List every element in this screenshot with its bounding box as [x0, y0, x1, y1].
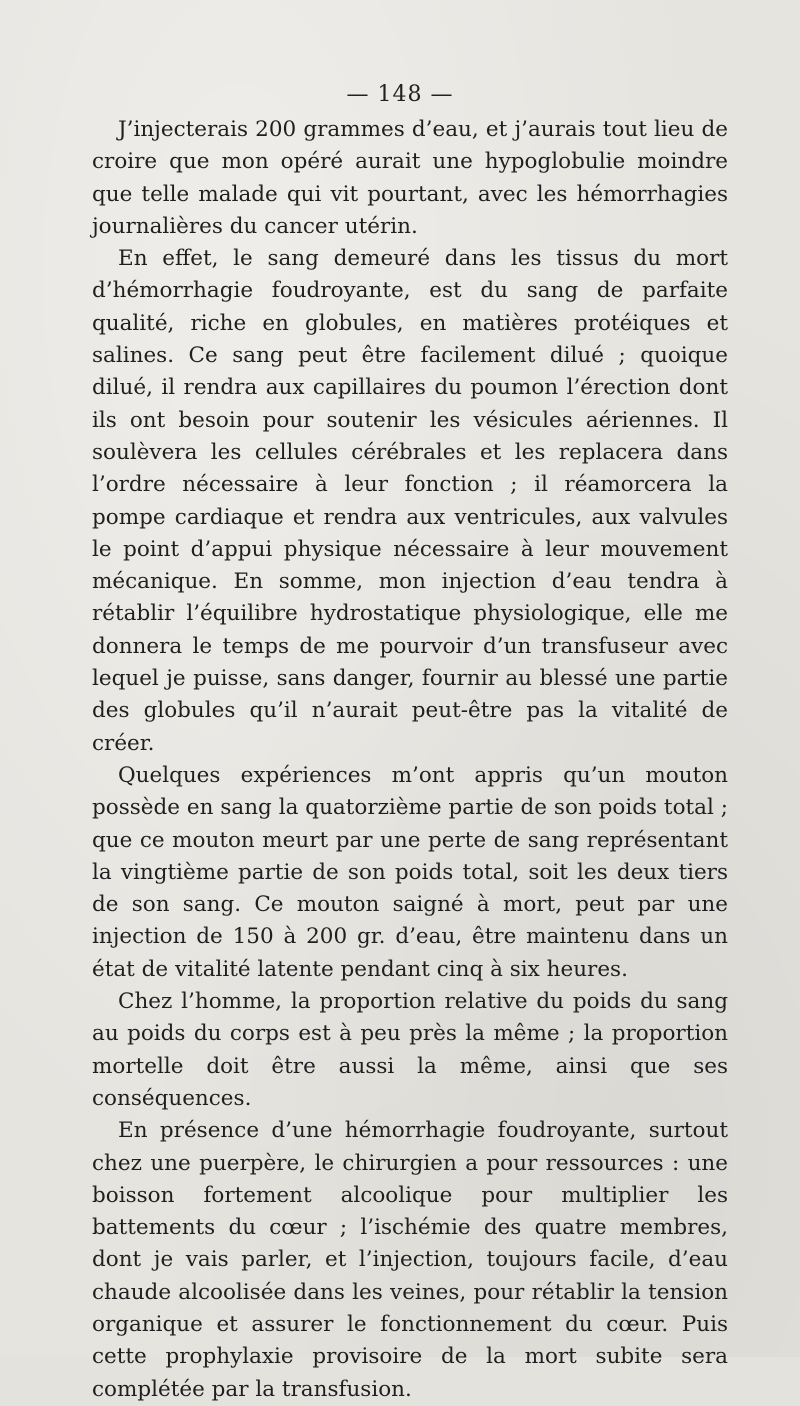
paragraph-2: En effet, le sang demeuré dans les tissus du mort d’hémorrhagie foudroyante, est du sang de parfaite qualité, riche en globules, en matières protéiques et salines. Ce sang peut être facilement dilué ; quoique dilué, il rendra aux capillaires du poumon l’érection dont ils ont besoin pour soutenir les vésicules aériennes. Il soulèvera les cellules cérébrales et les replacera dans l’ordre nécessaire à leur fonction ; il réamorcera la pompe cardiaque et rendra aux ventricules, aux valvules le point d’appui physique nécessaire à leur mouvement mécanique. En somme, mon injection d’eau tendra à rétablir l’équilibre hydrostatique physiologique, elle me donnera le temps de me pourvoir d’un transfuseur avec lequel je puisse, sans danger, fournir au blessé une partie des globules qu’il n’aurait peut-être pas la vitalité de créer. [92, 246, 728, 756]
paragraph-5: En présence d’une hémorrhagie foudroyante, surtout chez une puerpère, le chirurgien a pour ressources : une boisson fortement alcoolique pour multiplier les battements du cœur ; l’ischémie des quatre membres, dont je vais parler, et l’injection, toujours facile, d’eau chaude alcoolisée dans les veines, pour rétablir la tension organique et assurer le fonctionnement du cœur. Puis cette prophylaxie provisoire de la mort subite sera complétée par la transfusion. [92, 1118, 728, 1402]
paragraph-4: Chez l’homme, la proportion relative du poids du sang au poids du corps est à peu près la même ; la proportion mortelle doit être aussi la même, ainsi que ses conséquences. [92, 989, 728, 1111]
page-number: — 148 — [346, 82, 454, 107]
body-text [92, 114, 728, 1406]
paragraph-3: Quelques expériences m’ont appris qu’un mouton possède en sang la quatorzième partie de son poids total ; que ce mouton meurt par une perte de sang représentant la vingtième partie de son poids total, soit les deux tiers de son sang. Ce mouton saigné à mort, peut par une injection de 150 à 200 gr. d’eau, être maintenu dans un état de vitalité latente pendant cinq à six heures. [92, 762, 728, 982]
paragraph-1: J’injecterais 200 grammes d’eau, et j’aurais tout lieu de croire que mon opéré aurait une hypoglobulie moindre que telle malade qui vit pourtant, avec les hémorrhagies journalières du cancer utérin. [92, 117, 728, 239]
